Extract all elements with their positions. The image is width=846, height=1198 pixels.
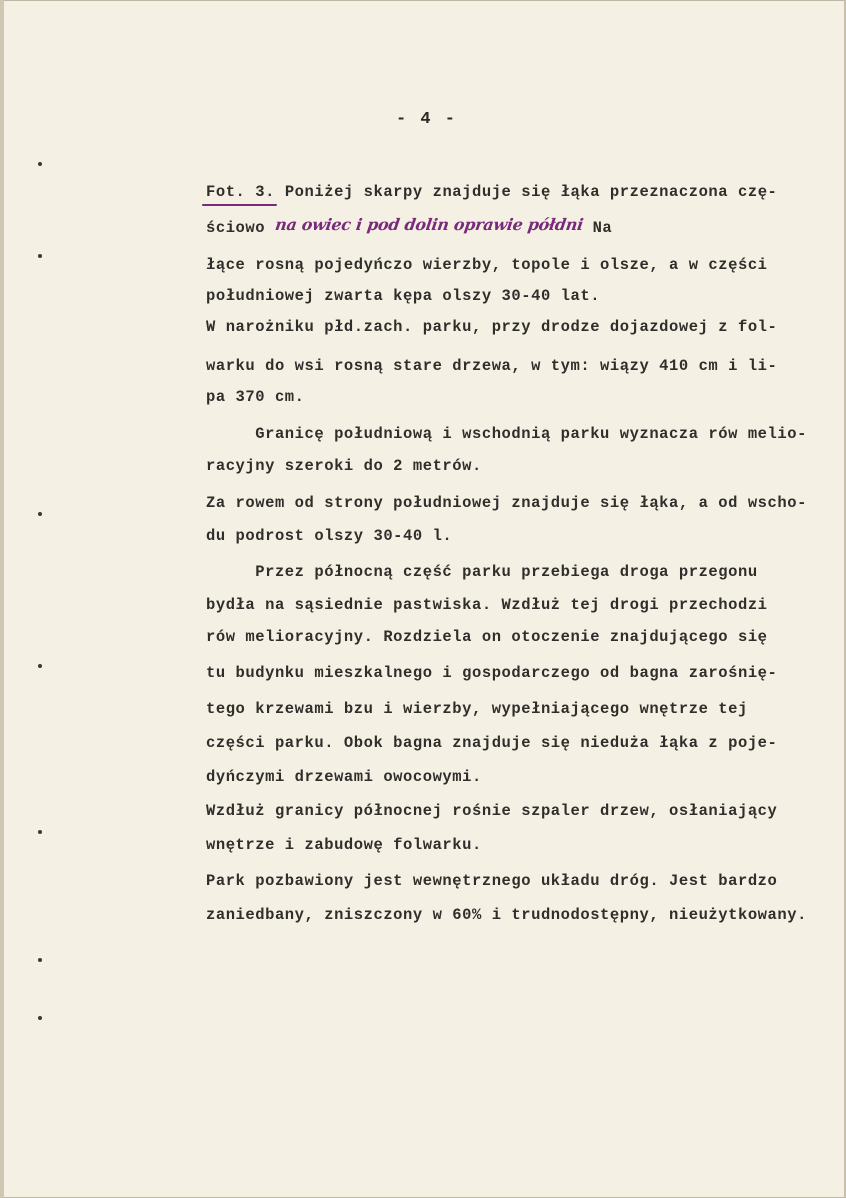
text-line: dyńczymi drzewami owocowymi. xyxy=(206,768,482,786)
photo-reference: Fot. 3. xyxy=(206,183,275,201)
binding-hole-mark xyxy=(38,254,42,258)
text-line: rów melioracyjny. Rozdziela on otoczenie znajdującego się xyxy=(206,628,768,646)
text-line: tego krzewami bzu i wierzby, wypełniającego wnętrze tej xyxy=(206,700,748,718)
handwritten-annotation: na owiec i pod dolin oprawie półdni xyxy=(273,215,585,234)
text-line: łące rosną pojedyńczo wierzby, topole i olsze, a w części xyxy=(206,256,768,274)
text-line: Wzdłuż granicy północnej rośnie szpaler drzew, osłaniający xyxy=(206,802,778,820)
text-line: Za rowem od strony południowej znajduje się łąka, a od wscho- xyxy=(206,494,807,512)
binding-hole-mark xyxy=(38,1016,42,1020)
handwritten-underline xyxy=(202,204,277,206)
binding-hole-mark xyxy=(38,162,42,166)
text-line: pa 370 cm. xyxy=(206,388,305,406)
text-line: Park pozbawiony jest wewnętrznego układu dróg. Jest bardzo xyxy=(206,872,778,890)
page-left-edge xyxy=(0,0,4,1198)
text-line: części parku. Obok bagna znajduje się nieduża łąka z poje- xyxy=(206,734,778,752)
text-line: du podrost olszy 30-40 l. xyxy=(206,527,453,545)
text-line: południowej zwarta kępa olszy 30-40 lat. xyxy=(206,287,601,305)
text-line-2: ściowo na owiec i pod dolin oprawie półdni Na xyxy=(206,215,613,237)
text-line: Granicę południową i wschodnią parku wyznacza rów melio- xyxy=(206,425,807,443)
text-line: zaniedbany, zniszczony w 60% i trudnodostępny, nieużytkowany. xyxy=(206,906,807,924)
text-line: racyjny szeroki do 2 metrów. xyxy=(206,457,482,475)
binding-hole-mark xyxy=(38,830,42,834)
binding-hole-mark xyxy=(38,958,42,962)
text-line: tu budynku mieszkalnego i gospodarczego od bagna zarośnię- xyxy=(206,664,778,682)
text-line: wnętrze i zabudowę folwarku. xyxy=(206,836,482,854)
binding-hole-mark xyxy=(38,664,42,668)
text-line-1: Fot. 3. Poniżej skarpy znajduje się łąka przeznaczona czę- xyxy=(206,183,777,201)
text-line: warku do wsi rosną stare drzewa, w tym: wiązy 410 cm i li- xyxy=(206,357,778,375)
binding-hole-mark xyxy=(38,512,42,516)
page-number: - 4 - xyxy=(396,110,458,129)
text-line: bydła na sąsiednie pastwiska. Wzdłuż tej drogi przechodzi xyxy=(206,596,768,614)
text-line: W narożniku płd.zach. parku, przy drodze dojazdowej z fol- xyxy=(206,318,778,336)
text-line: Przez północną część parku przebiega droga przegonu xyxy=(206,563,758,581)
